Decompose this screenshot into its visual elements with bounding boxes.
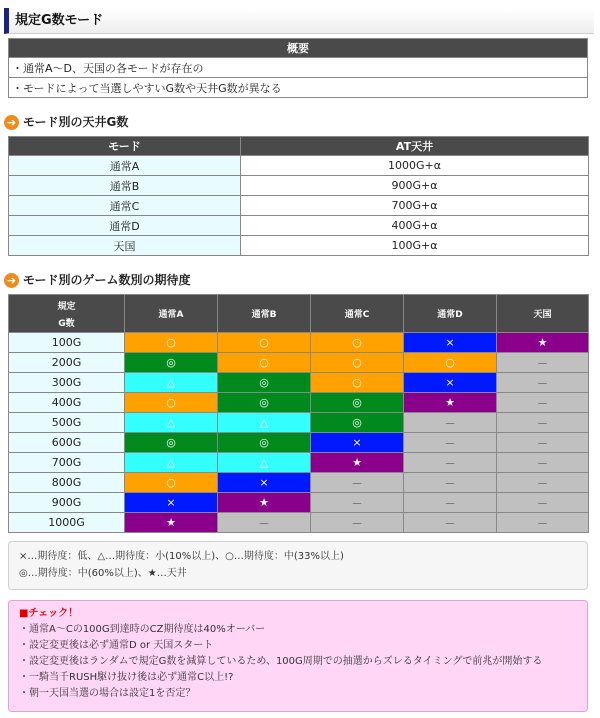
g-count-cell: 100G [9, 333, 125, 353]
g-count-cell: 1000G [9, 513, 125, 533]
expect-cell: ★ [218, 493, 311, 513]
expect-cell: ◎ [311, 393, 404, 413]
expect-row [9, 453, 589, 473]
g-count-cell: 800G [9, 473, 125, 493]
col-header-mode: 通常A [125, 295, 218, 333]
expect-cell: ○ [125, 333, 218, 353]
expect-cell: ★ [404, 393, 497, 413]
check-item: ・一騎当千RUSH駆け抜け後は必ず通常C以上!? [19, 672, 234, 683]
summary-item: ・モードによって当選しやすいG数や天井G数が異なる [9, 78, 588, 98]
col-header-mode: モード [9, 137, 241, 156]
expect-cell: ★ [497, 333, 589, 353]
expect-row [9, 413, 589, 433]
expect-cell: × [125, 493, 218, 513]
ceiling-row [9, 156, 589, 176]
expect-row [9, 373, 589, 393]
expect-cell: ○ [311, 333, 404, 353]
expect-cell: － [404, 513, 497, 533]
corner-line2: G数 [58, 318, 75, 329]
expect-cell: ◎ [218, 433, 311, 453]
expect-cell: × [311, 433, 404, 453]
expect-cell: － [404, 453, 497, 473]
ceiling-mode-cell: 通常A [9, 156, 241, 176]
legend-box [8, 541, 588, 590]
arrow-right-icon: ➔ [4, 115, 19, 130]
legend-line: ◎…期待度：中(60%以上)、★…天井 [19, 568, 187, 579]
g-count-cell: 400G [9, 393, 125, 413]
expect-cell: ◎ [125, 353, 218, 373]
expect-cell: △ [125, 373, 218, 393]
expect-cell: － [404, 493, 497, 513]
expect-cell: ◎ [218, 393, 311, 413]
ceiling-mode-cell: 通常C [9, 196, 241, 216]
col-header-at-ceiling: AT天井 [241, 137, 589, 156]
expect-cell: × [218, 473, 311, 493]
expect-cell: ○ [218, 333, 311, 353]
expect-cell: ◎ [218, 373, 311, 393]
g-count-cell: 200G [9, 353, 125, 373]
ceiling-value-cell: 1000G+α [241, 156, 589, 176]
check-box [8, 600, 588, 712]
expect-heading-text: モード別のゲーム数別の期待度 [23, 273, 191, 287]
expect-cell: ○ [404, 353, 497, 373]
ceiling-section-heading [4, 113, 128, 131]
ceiling-mode-cell: 通常B [9, 176, 241, 196]
expect-cell: － [404, 473, 497, 493]
ceiling-value-cell: 100G+α [241, 236, 589, 256]
expect-cell: － [497, 353, 589, 373]
ceiling-value-cell: 900G+α [241, 176, 589, 196]
expect-cell: － [497, 473, 589, 493]
ceiling-row [9, 176, 589, 196]
expect-cell: ○ [311, 353, 404, 373]
legend-line: ×…期待度：低、△…期待度：小(10%以上)、○…期待度：中(33%以上) [19, 551, 344, 562]
expect-cell: × [404, 373, 497, 393]
col-header-mode: 天国 [497, 295, 589, 333]
expect-cell: － [497, 453, 589, 473]
summary-header: 概要 [9, 39, 588, 58]
expect-cell: ○ [218, 353, 311, 373]
expect-cell: － [311, 513, 404, 533]
ceiling-table [8, 136, 589, 256]
expect-cell: ○ [125, 393, 218, 413]
ceiling-mode-cell: 天国 [9, 236, 241, 256]
check-item: ・通常A～Cの100G到達時のCZ期待度は40%オーバー [19, 624, 266, 635]
ceiling-value-cell: 400G+α [241, 216, 589, 236]
ceiling-row [9, 236, 589, 256]
expect-cell: － [311, 473, 404, 493]
arrow-right-icon: ➔ [4, 273, 19, 288]
expect-cell: ◎ [125, 433, 218, 453]
page-title: 規定G数モード [4, 8, 594, 34]
expect-row [9, 493, 589, 513]
expect-cell: － [218, 513, 311, 533]
check-item: ・設定変更後は必ず通常D or 天国スタート [19, 640, 214, 651]
ceiling-mode-cell: 通常D [9, 216, 241, 236]
expect-row [9, 353, 589, 373]
ceiling-value-cell: 700G+α [241, 196, 589, 216]
expect-row [9, 433, 589, 453]
expect-cell: △ [218, 453, 311, 473]
g-count-cell: 900G [9, 493, 125, 513]
ceiling-row [9, 216, 589, 236]
corner-line1: 規定 [57, 301, 76, 312]
g-count-cell: 500G [9, 413, 125, 433]
check-heading: ■チェック！ [19, 608, 79, 619]
expect-cell: ★ [311, 453, 404, 473]
expect-cell: － [497, 493, 589, 513]
expect-cell: － [497, 393, 589, 413]
check-item: ・朝一天国当選の場合は設定1を否定？ [19, 688, 196, 699]
expect-cell: － [311, 493, 404, 513]
col-header-mode: 通常B [218, 295, 311, 333]
expect-row [9, 473, 589, 493]
expect-cell: － [497, 413, 589, 433]
expect-cell: － [404, 433, 497, 453]
g-count-cell: 300G [9, 373, 125, 393]
expect-cell: × [404, 333, 497, 353]
expect-row [9, 513, 589, 533]
col-header-mode: 通常D [404, 295, 497, 333]
expect-cell: － [497, 433, 589, 453]
summary-table [8, 38, 588, 98]
expect-cell: ◎ [311, 413, 404, 433]
expect-row [9, 393, 589, 413]
expect-cell: △ [218, 413, 311, 433]
expect-section-heading [4, 271, 191, 289]
check-item: ・設定変更後はランダムで規定G数を減算しているため、100G周期での抽選からズレるタイミングで前兆が開始する [19, 656, 543, 667]
expectation-table [8, 294, 589, 533]
ceiling-row [9, 196, 589, 216]
expect-cell: ○ [125, 473, 218, 493]
expect-cell: ★ [125, 513, 218, 533]
summary-item: ・通常A～D、天国の各モードが存在の [9, 58, 588, 78]
col-header-g-count [9, 295, 125, 333]
expect-cell: ○ [311, 373, 404, 393]
expect-cell: － [497, 373, 589, 393]
expect-cell: △ [125, 413, 218, 433]
g-count-cell: 700G [9, 453, 125, 473]
expect-cell: － [497, 513, 589, 533]
expect-row [9, 333, 589, 353]
g-count-cell: 600G [9, 433, 125, 453]
ceiling-heading-text: モード別の天井G数 [23, 115, 129, 129]
expect-cell: △ [125, 453, 218, 473]
col-header-mode: 通常C [311, 295, 404, 333]
expect-cell: － [404, 413, 497, 433]
